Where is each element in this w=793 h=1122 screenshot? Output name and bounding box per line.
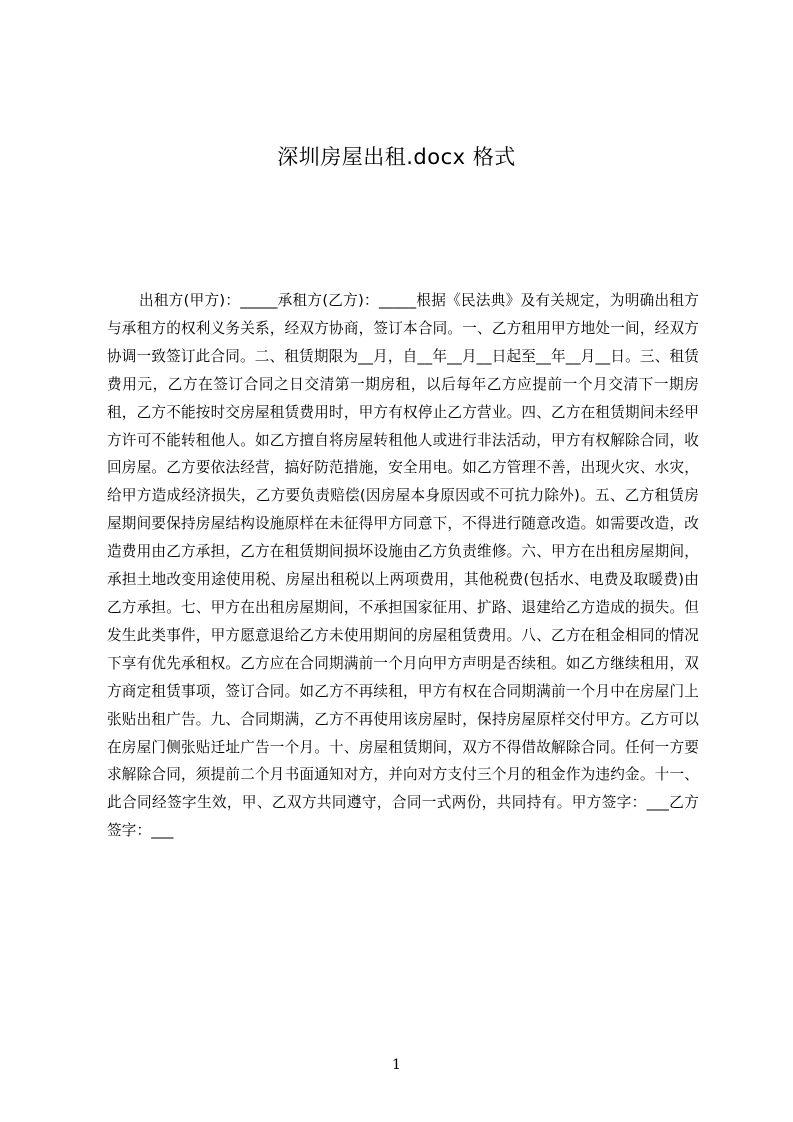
document-title: 深圳房屋出租.docx 格式: [277, 145, 516, 169]
page-number: 1: [392, 1057, 401, 1073]
contract-body-text: 出租方(甲方)：_____承租方(乙方)：_____根据《民法典》及有关规定，为明确出租方与承租方的权利义务关系，经双方协商，签订本合同。一、乙方租用甲方地处一间，经双方协调一致签订此合同。二、租赁期限为__月，自__年__月__日起至__年__月__日。三、租赁费用元，乙方在签订合同之日交清第一期房租，以后每年乙方应提前一个月交清下一期房租，乙方不能按时交房屋租赁费用时，甲方有权停止乙方营业。四、乙方在租赁期间未经甲方许可不能转租他人。如乙方擅自将房屋转租他人或进行非法活动，甲方有权解除合同，收回房屋。乙方要依法经营，搞好防范措施，安全用电。如乙方管理不善，出现火灾、水灾，给甲方造成经济损失，乙方要负责赔偿(因房屋本身原因或不可抗力除外)。五、乙方租赁房屋期间要保持房屋结构设施原样在未征得甲方同意下，不得进行随意改造。如需要改造，改造费用由乙方承担，乙方在租赁期间损坏设施由乙方负责维修。六、甲方在出租房屋期间，承担土地改变用途使用税、房屋出租税以上两项费用，其他税费(包括水、电费及取暖费)由乙方承担。七、甲方在出租房屋期间，不承担国家征用、扩路、退建给乙方造成的损失。但发生此类事件，甲方愿意退给乙方未使用期间的房屋租赁费用。八、乙方在租金相同的情况下享有优先承租权。乙方应在合同期满前一个月向甲方声明是否续租。如乙方继续租用，双方商定租赁事项，签订合同。如乙方不再续租，甲方有权在合同期满前一个月中在房屋门上张贴出租广告。九、合同期满，乙方不再使用该房屋时，保持房屋原样交付甲方。乙方可以在房屋门侧张贴迁址广告一个月。十、房屋租赁期间，双方不得借故解除合同。任何一方要求解除合同，须提前二个月书面通知对方，并向对方支付三个月的租金作为违约金。十一、此合同经签字生效，甲、乙双方共同遵守，合同一式两份，共同持有。甲方签字：___乙方签字：___: [107, 292, 699, 840]
